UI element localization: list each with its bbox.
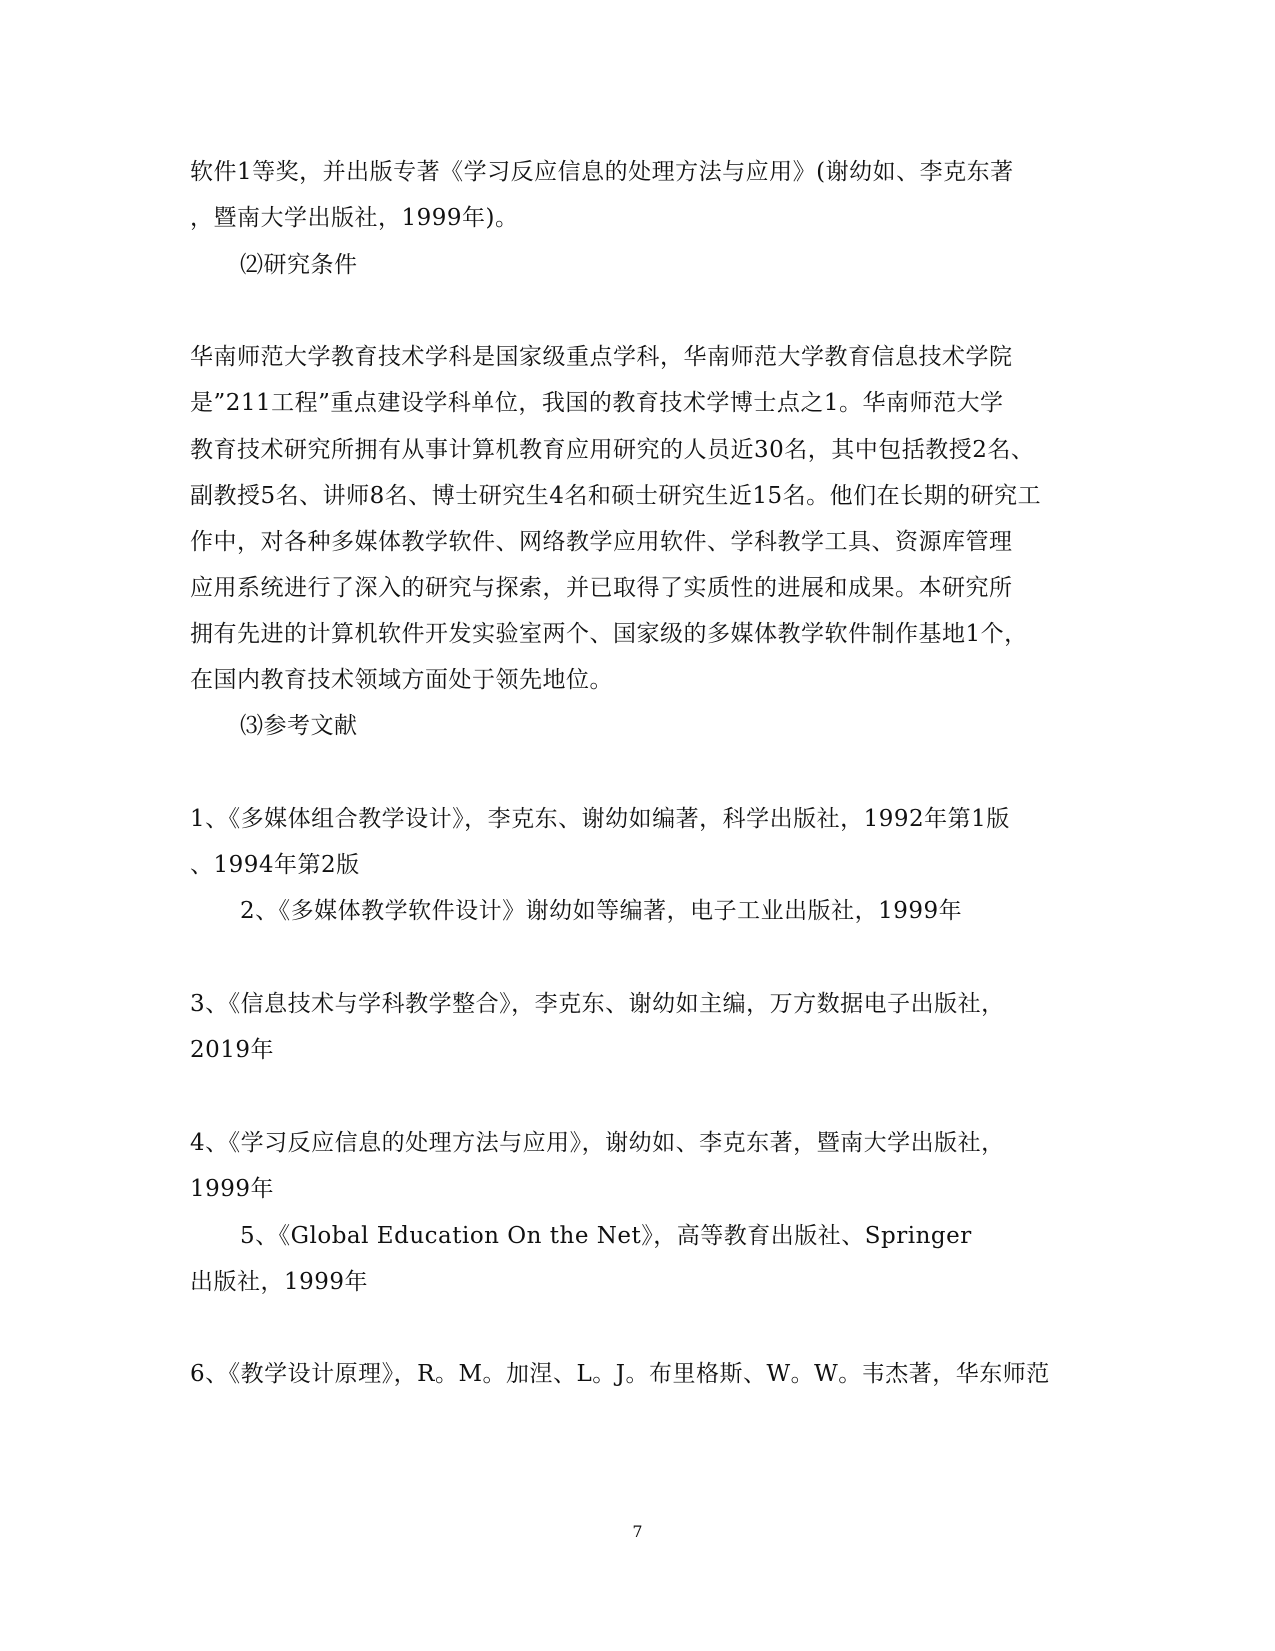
text-line: 拥有先进的计算机软件开发实验室两个、国家级的多媒体教学软件制作基地1个， [190,621,1028,647]
reference-line: 2019年 [190,1037,275,1063]
text-line: 软件1等奖，并出版专著《学习反应信息的处理方法与应用》(谢幼如、李克东著 [190,159,1014,185]
text-line: 华南师范大学教育技术学科是国家级重点学科，华南师范大学教育信息技术学院 [190,344,1013,370]
section-heading: ⑶参考文献 [240,713,358,739]
text-line: 教育技术研究所拥有从事计算机教育应用研究的人员近30名，其中包括教授2名、 [190,437,1035,463]
reference-line: 、1994年第2版 [190,852,360,878]
reference-line: 6、《教学设计原理》，R。M。加涅、L。J。布里格斯、W。W。韦杰著，华东师范 [190,1361,1050,1387]
reference-line: 2、《多媒体教学软件设计》谢幼如等编著，电子工业出版社，1999年 [240,898,963,924]
section-heading: ⑵研究条件 [240,252,358,278]
reference-line: 4、《学习反应信息的处理方法与应用》，谢幼如、李克东著，暨南大学出版社， [190,1130,1005,1156]
text-line: 应用系统进行了深入的研究与探索，并已取得了实质性的进展和成果。本研究所 [190,575,1013,601]
reference-line: 3、《信息技术与学科教学整合》，李克东、谢幼如主编，万方数据电子出版社， [190,991,1005,1017]
reference-line: 1999年 [190,1176,275,1202]
text-line: 是”211工程”重点建设学科单位，我国的教育技术学博士点之1。华南师范大学 [190,390,1004,416]
page-number: 7 [632,1522,643,1541]
text-line: ，暨南大学出版社，1999年)。 [190,205,519,231]
text-line: 副教授5名、讲师8名、博士研究生4名和硕士研究生近15名。他们在长期的研究工 [190,483,1042,509]
reference-line: 5、《Global Education On the Net》，高等教育出版社、Springer [240,1223,972,1249]
reference-line: 出版社，1999年 [190,1269,369,1295]
text-line: 作中，对各种多媒体教学软件、网络教学应用软件、学科教学工具、资源库管理 [190,529,1013,555]
reference-line: 1、《多媒体组合教学设计》，李克东、谢幼如编著，科学出版社，1992年第1版 [190,806,1010,832]
text-line: 在国内教育技术领域方面处于领先地位。 [190,667,613,693]
